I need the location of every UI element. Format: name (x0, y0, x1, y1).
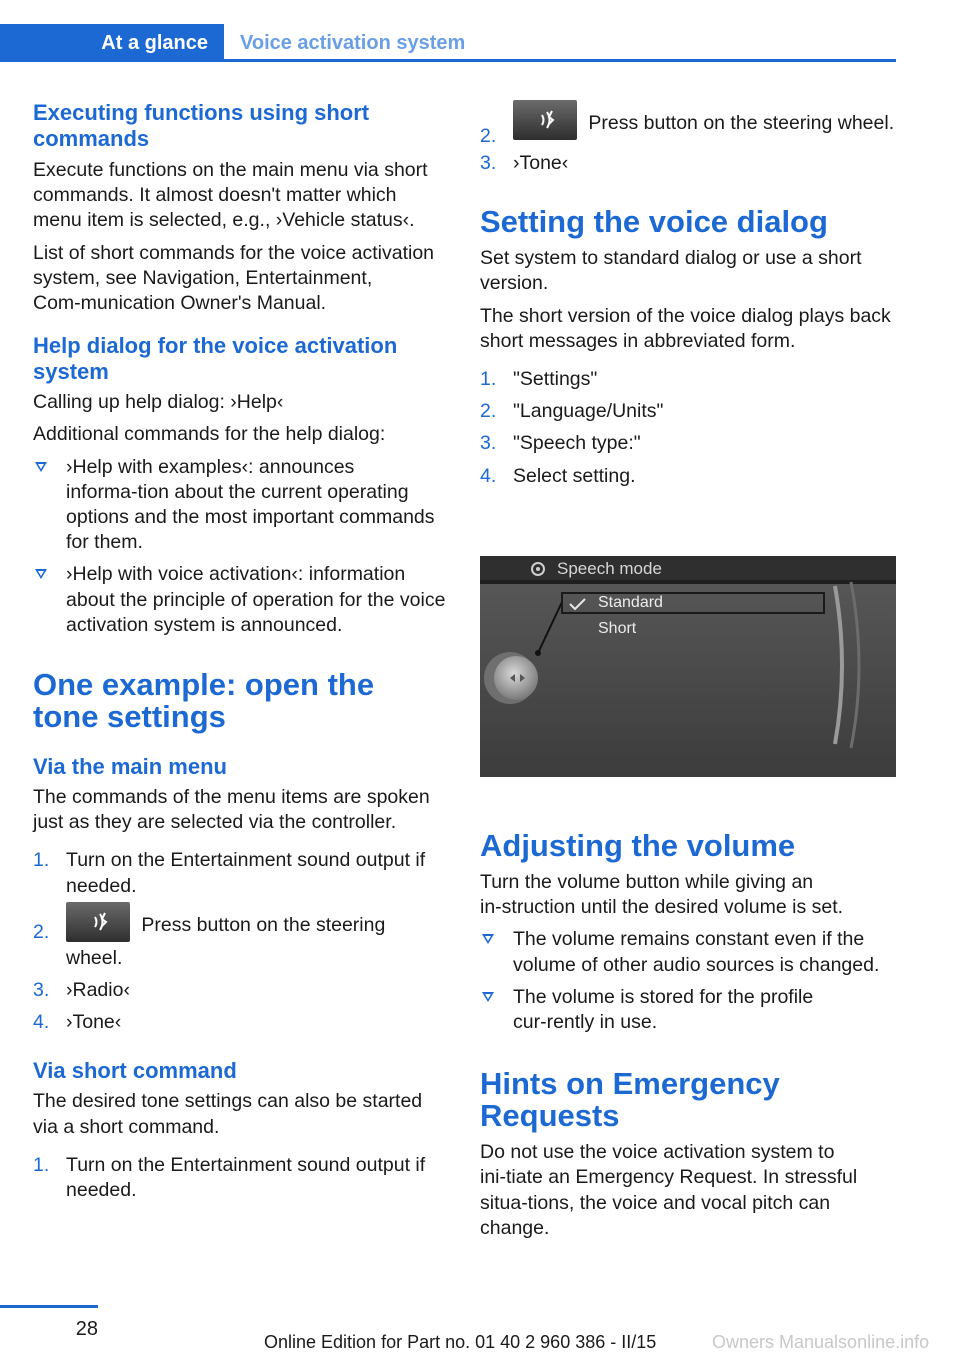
page-header (0, 0, 960, 62)
voice-button-image (66, 902, 130, 942)
heading-help-dialog: Help dialog for the voice activation system (33, 333, 398, 385)
footer-rule (0, 1305, 98, 1308)
para-help-2: Additional commands for the help dialog: (33, 423, 386, 446)
heading-main-menu: Via the main menu (33, 754, 227, 780)
list-item: 2. Press button on the steering wheel. (33, 906, 447, 971)
section-tab[interactable]: Voice activation system (240, 32, 466, 54)
list-item: 1. Turn on the Entertainment sound output if needed. (33, 849, 426, 897)
para-emergency: Do not use the voice activation system to ini‑tiate an Emergency Request. In stressful situa‑tions, the voice and vocal pitch can change. (480, 1141, 858, 1239)
para-short-2: List of short commands for the voice activation system, see Navigation, Entertainment, Com‑munication Owner's Manual. (33, 241, 435, 315)
list-item: 3. ›Tone‹ (480, 152, 569, 174)
edition-text: Online Edition for Part no. 01 40 2 960 386 - II/15 (264, 1332, 657, 1352)
short-command-steps-continued (480, 104, 896, 176)
heading-voice-dialog: Setting the voice dialog (480, 204, 828, 240)
heading-short-commands: Executing functions using short commands (33, 100, 370, 151)
screen-option-other[interactable]: Short (598, 620, 637, 637)
bullet-triangle-icon (35, 569, 47, 579)
list-item: The volume is stored for the profile cur‑rently in use. (480, 985, 896, 1035)
bullet-triangle-icon (482, 992, 494, 1002)
right-column (480, 104, 896, 489)
para-main-menu: The commands of the menu items are spoken just as they are selected via the controller. (33, 786, 430, 834)
para-short-command: The desired tone settings can also be started via a short command. (33, 1090, 423, 1138)
chapter-tab[interactable]: At a glance (0, 24, 224, 62)
heading-example: One example: open the tone settings (33, 667, 375, 735)
bullet-triangle-icon (35, 462, 47, 472)
list-item: 4. Select setting. (480, 464, 636, 487)
page-number: 28 (75, 1318, 98, 1340)
para-short-1: Execute functions on the main menu via short commands. It almost doesn't matter which menu item is selected, e.g., ›Vehicle status‹. (33, 159, 428, 232)
list-item: ›Help with voice activation‹: information about the principle of operation for the voice activation system is announced. (33, 562, 447, 638)
speech-mode-screen (480, 556, 896, 777)
voice-dialog-steps (480, 367, 896, 489)
list-item: 2. Press button on the steering wheel. (480, 104, 896, 144)
short-command-steps (33, 1153, 447, 1203)
volume-list (480, 927, 896, 1035)
list-item: 1. "Settings" (480, 368, 598, 391)
right-column-lower (480, 830, 896, 1241)
header-rule (224, 59, 896, 62)
screen-title: Speech mode (557, 559, 662, 578)
speech-mode-illustration (480, 556, 896, 777)
para-volume: Turn the volume button while giving an in‑struction until the desired volume is set. (480, 871, 844, 919)
left-column (33, 100, 447, 1203)
para-help-1: Calling up help dialog: ›Help‹ (33, 391, 284, 414)
voice-command-icon (533, 109, 561, 131)
screen-option-selected[interactable]: Standard (598, 594, 663, 611)
list-item: 2. "Language/Units" (480, 400, 664, 423)
heading-short-command: Via short command (33, 1058, 237, 1084)
list-item: The volume remains constant even if the volume of other audio sources is changed. (480, 927, 896, 977)
main-menu-steps (33, 848, 447, 1035)
voice-button-image (513, 100, 577, 140)
watermark: Owners Manualsonline.info (712, 1332, 930, 1352)
para-voice-dialog-1: Set system to standard dialog or use a short version. (480, 247, 862, 295)
list-item: 4. ›Tone‹ (33, 1011, 122, 1034)
list-item: 1. Turn on the Entertainment sound output if needed. (33, 1153, 426, 1202)
list-item: ›Help with examples‹: announces informa‑tion about the current operating options and the most important commands for them. (33, 455, 447, 556)
help-list (33, 455, 447, 638)
list-item: 3. "Speech type:" (480, 432, 641, 455)
heading-emergency: Hints on Emergency Requests (480, 1066, 780, 1134)
heading-volume: Adjusting the volume (480, 828, 796, 863)
bullet-triangle-icon (482, 934, 494, 944)
voice-command-icon (86, 911, 114, 933)
list-item: 3. ›Radio‹ (33, 979, 130, 1002)
para-voice-dialog-2: The short version of the voice dialog plays back short messages in abbreviated form. (480, 304, 891, 352)
